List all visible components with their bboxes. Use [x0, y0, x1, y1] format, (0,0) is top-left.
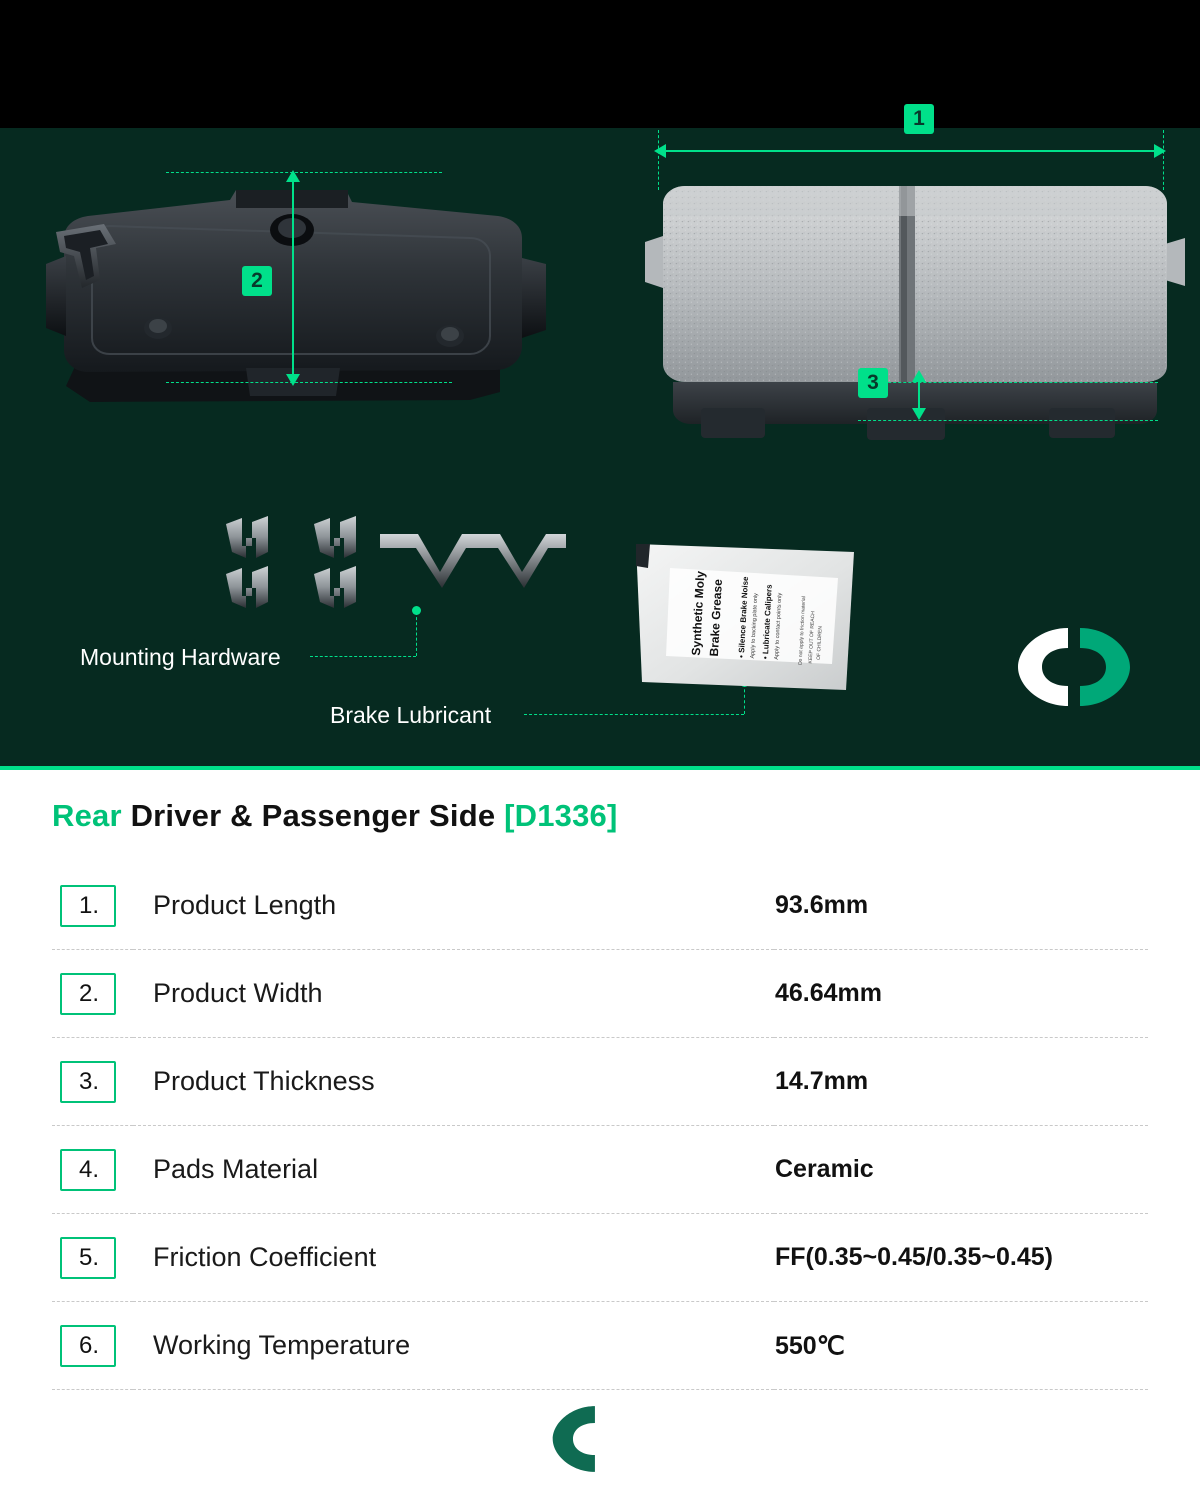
row-number-badge: 2.	[60, 973, 116, 1015]
guide-left-length	[658, 130, 659, 190]
row-number-cell	[52, 950, 133, 1038]
row-value: 14.7mm	[774, 1038, 1148, 1126]
row-number-cell	[52, 1126, 133, 1214]
length-dimension-line	[664, 150, 1160, 152]
row-label: Friction Coefficient	[133, 1214, 774, 1302]
thickness-arrow-down	[912, 408, 926, 420]
torn-edge-decoration	[0, 88, 1200, 128]
mounting-hardware-leader	[310, 656, 416, 657]
row-value: Ceramic	[774, 1126, 1148, 1214]
table-row	[52, 1038, 1148, 1126]
length-arrow-right	[1154, 144, 1166, 158]
guide-thickness-top	[858, 382, 1158, 383]
length-arrow-left	[654, 144, 666, 158]
table-row	[52, 1302, 1148, 1390]
shim-spring-illustration	[378, 518, 568, 598]
callout-3: 3	[858, 368, 888, 398]
row-number-badge: 3.	[60, 1061, 116, 1103]
svg-text:OF CHILDREN: OF CHILDREN	[815, 625, 824, 661]
footer-brand	[0, 1401, 1200, 1482]
thickness-arrow-up	[912, 370, 926, 382]
width-dimension-line	[292, 180, 294, 376]
mounting-hardware-leader-v	[416, 612, 417, 656]
row-value: 93.6mm	[774, 862, 1148, 950]
row-label: Working Temperature	[133, 1302, 774, 1390]
row-number-cell	[52, 1038, 133, 1126]
specification-panel	[0, 770, 1200, 1500]
brake-lubricant-label: Brake Lubricant	[330, 702, 492, 728]
table-row	[52, 950, 1148, 1038]
grease-packet-illustration	[632, 538, 862, 698]
guide-thickness-bottom	[858, 420, 1158, 421]
row-value: 550℃	[774, 1302, 1148, 1390]
row-number-cell	[52, 1302, 133, 1390]
row-number-badge: 5.	[60, 1237, 116, 1279]
specification-table	[52, 862, 1148, 1390]
svg-text:Apply to backing plate only: Apply to backing plate only	[749, 592, 760, 659]
brake-lubricant-leader	[524, 714, 744, 715]
svg-text:Brake Grease: Brake Grease	[706, 578, 725, 657]
row-label: Product Width	[133, 950, 774, 1038]
row-label: Pads Material	[133, 1126, 774, 1214]
row-value: 46.64mm	[774, 950, 1148, 1038]
row-label: Product Thickness	[133, 1038, 774, 1126]
brake-pad-backplate-illustration	[30, 160, 550, 450]
guide-right-length	[1163, 130, 1164, 190]
table-row	[52, 1126, 1148, 1214]
row-number-badge: 4.	[60, 1149, 116, 1191]
svg-text:• Lubricate Calipers: • Lubricate Calipers	[760, 584, 774, 660]
mounting-hardware-label: Mounting Hardware	[80, 644, 281, 670]
brand-logo-icon	[1010, 622, 1138, 712]
width-arrow-down	[286, 374, 300, 386]
svg-text:Synthetic Moly: Synthetic Moly	[688, 570, 708, 656]
row-value: FF(0.35~0.45/0.35~0.45)	[774, 1214, 1148, 1302]
mounting-hardware-clips-illustration	[222, 512, 392, 612]
title-code: [D1336]	[504, 798, 618, 833]
row-number-cell	[52, 862, 133, 950]
mounting-hardware-leader-dot	[412, 606, 421, 615]
row-number-badge: 6.	[60, 1325, 116, 1367]
row-label: Product Length	[133, 862, 774, 950]
page-title	[52, 798, 618, 834]
svg-text:KEEP OUT OF REACH: KEEP OUT OF REACH	[807, 611, 817, 664]
width-arrow-up	[286, 170, 300, 182]
row-number-cell	[52, 1214, 133, 1302]
guide-bottom-width	[166, 382, 452, 383]
svg-text:• Silence Brake Noise: • Silence Brake Noise	[736, 576, 751, 659]
guide-top-width	[166, 172, 442, 173]
callout-2: 2	[242, 266, 272, 296]
brand-logo-icon	[545, 1401, 655, 1477]
row-number-badge: 1.	[60, 885, 116, 927]
title-main: Driver & Passenger Side	[130, 798, 496, 833]
table-row	[52, 1214, 1148, 1302]
svg-text:Do not apply to friction mater: Do not apply to friction material	[797, 596, 808, 666]
table-row	[52, 862, 1148, 950]
svg-text:Apply to contact points only: Apply to contact points only	[773, 592, 784, 660]
callout-1: 1	[904, 104, 934, 134]
title-position: Rear	[52, 798, 122, 833]
